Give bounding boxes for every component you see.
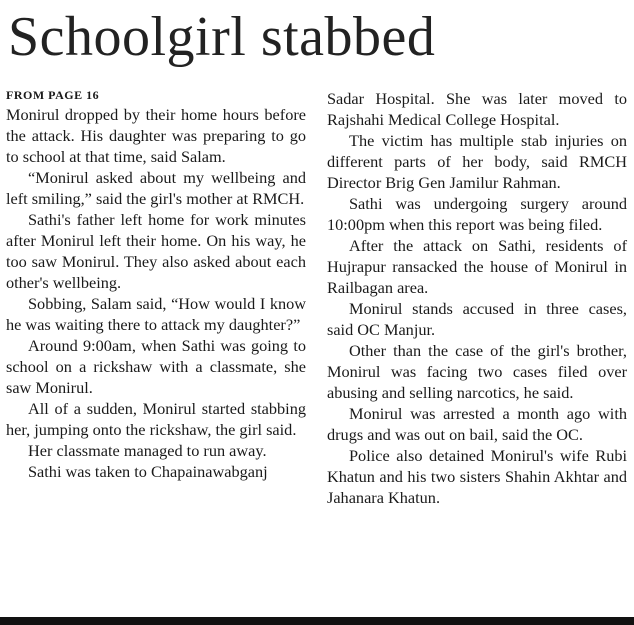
article-paragraph: “Monirul asked about my wellbeing and left smiling,” said the girl's mother at RMCH. [6, 168, 306, 208]
article-paragraph: Monirul was arrested a month ago with drugs and was out on bail, said the OC. [327, 404, 627, 444]
article-column-left [6, 88, 306, 482]
dateline: FROM PAGE 16 [6, 88, 100, 102]
article-paragraph: Police also detained Monirul's wife Rubi Khatun and his two sisters Shahin Akhtar and Jahanara Khatun. [327, 446, 627, 507]
bottom-rule [0, 617, 634, 625]
article-paragraph: Around 9:00am, when Sathi was going to school on a rickshaw with a classmate, she saw Monirul. [6, 336, 306, 397]
article-paragraph: All of a sudden, Monirul started stabbing her, jumping onto the rickshaw, the girl said. [6, 399, 306, 439]
article-paragraph: Sathi was taken to Chapainawabganj [28, 462, 268, 481]
article-paragraph: Sobbing, Salam said, “How would I know he was waiting there to attack my daughter?” [6, 294, 306, 334]
article-paragraph: Her classmate managed to run away. [28, 441, 267, 460]
article-column-right [327, 88, 627, 508]
headline: Schoolgirl stabbed [8, 6, 436, 68]
article-paragraph: The victim has multiple stab injuries on different parts of her body, said RMCH Director Brig Gen Jamilur Rahman. [327, 131, 627, 192]
article-paragraph: Sadar Hospital. She was later moved to Rajshahi Medical College Hospital. [327, 89, 627, 129]
article-paragraph: Monirul stands accused in three cases, said OC Manjur. [327, 299, 627, 339]
article-paragraph: Monirul dropped by their home hours before the attack. His daughter was preparing to go to school at that time, said Salam. [6, 105, 306, 166]
article-paragraph: After the attack on Sathi, residents of Hujrapur ransacked the house of Monirul in Railbagan area. [327, 236, 627, 297]
article-paragraph: Sathi's father left home for work minutes after Monirul left their home. On his way, he too saw Monirul. They also asked about each other's wellbeing. [6, 210, 306, 292]
article-paragraph: Sathi was undergoing surgery around 10:00pm when this report was being filed. [327, 194, 627, 234]
article-paragraph: Other than the case of the girl's brother, Monirul was facing two cases filed over abusing and selling narcotics, he said. [327, 341, 627, 402]
